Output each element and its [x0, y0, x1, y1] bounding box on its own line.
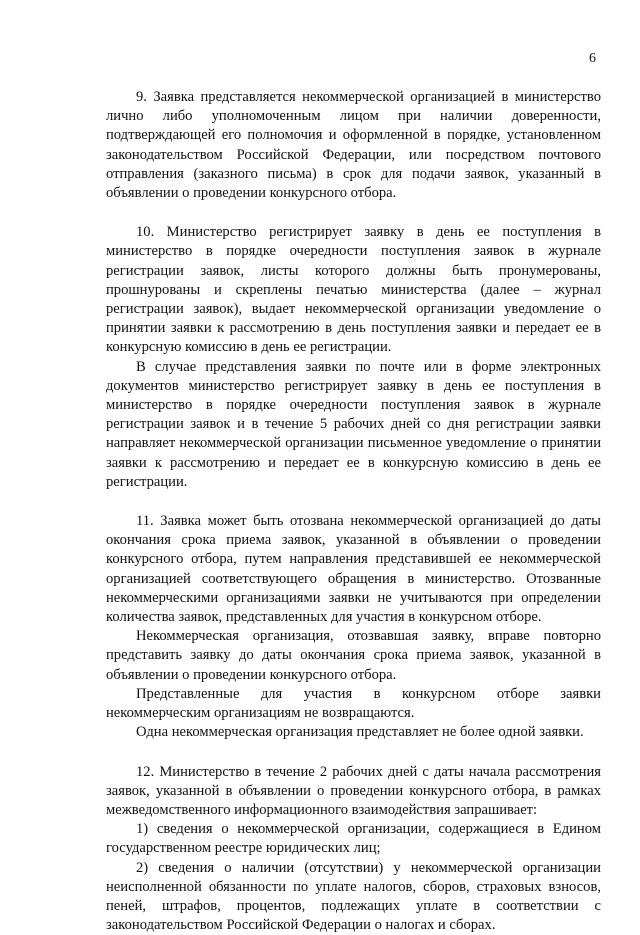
paragraph-gap [106, 743, 601, 763]
paragraph-item-11-resubmit: Некоммерческая организация, отозвавшая заявку, вправе повторно представить заявку до даты окончания срока приема заявок, указанной в объявлении о проведении конкурсного отбора. [106, 628, 601, 683]
paragraph-item-9: 9. Заявка представляется некоммерческой организацией в министерство лично либо уполномоченным лицом при наличии доверенности, подтверждающей его полномочия и оформленной в порядке, установленном законодательством Российской Федерации, или посредством почтового отправления (заказного письма) в срок для подачи заявок, указанный в объявлении о проведении конкурсного отбора. [106, 89, 601, 202]
paragraph-item-11-one-application: Одна некоммерческая организация представляет не более одной заявки. [136, 724, 584, 741]
paragraph-item-12: 12. Министерство в течение 2 рабочих дней с даты начала рассмотрения заявок, указанной в объявлении о проведении конкурсного отбора, в рамках межведомственного информационного взаимодействия запрашивает: [106, 763, 601, 818]
paragraph-item-10: 10. Министерство регистрирует заявку в день ее поступления в министерство в порядке очередности поступления заявок в журнале регистрации заявок, листы которого должны быть пронумерованы, прошнурованы и скреплены печатью министерства (далее – журнал регистрации заявок), выдает некоммерческой организации уведомление о принятии заявки к рассмотрению в день поступления заявки и передает ее в конкурсную комиссию в день ее регистрации. [106, 224, 601, 356]
paragraph-item-11: 11. Заявка может быть отозвана некоммерческой организацией до даты окончания срока приема заявок, указанной в объявлении о проведении конкурсного отбора, путем направления представившей ее некоммерческой организацией соответствующего обращения в министерство. Отозванные некоммерческими организациями заявки не учитываются при определении количества заявок, представленных для участия в конкурсном отборе. [106, 513, 601, 626]
paragraph-gap [106, 203, 601, 223]
paragraph-item-12-sub-1: 1) сведения о некоммерческой организации, содержащиеся в Едином государственном реестре юридических лиц; [106, 821, 601, 857]
paragraph-gap [106, 492, 601, 512]
paragraph-item-12-sub-2: 2) сведения о наличии (отсутствии) у некоммерческой организации неисполненной обязанности по уплате налогов, сборов, страховых взносов, пеней, штрафов, процентов, подлежащих уплате в соответствии с законодательством Российской Федерации о налогах и сборах. [106, 859, 601, 934]
document-body [106, 88, 601, 935]
paragraph-item-11-not-returned: Представленные для участия в конкурсном отборе заявки некоммерческим организациям не возвращаются. [106, 685, 601, 722]
page-number: 6 [589, 51, 596, 66]
paragraph-item-10-mail: В случае представления заявки по почте или в форме электронных документов министерство регистрирует заявку в день ее поступления в министерство в порядке очередности поступления заявок в журнале регистрации заявок и в течение 5 рабочих дней со дня регистрации заявки направляет некоммерческой организации письменное уведомление о принятии заявки к рассмотрению и передает ее в конкурсную комиссию в день ее регистрации. [106, 358, 601, 490]
